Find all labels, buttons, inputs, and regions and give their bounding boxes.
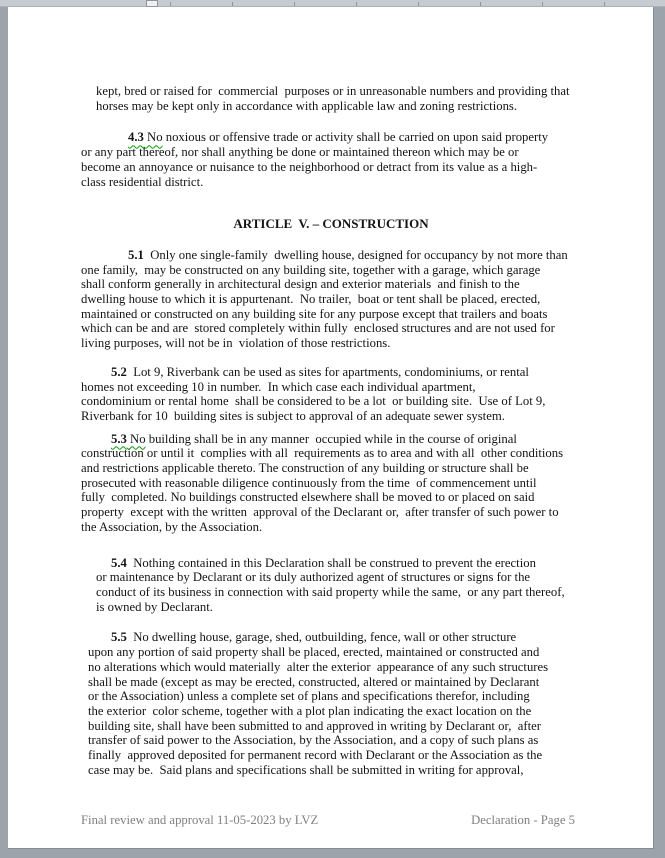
text-line: conduct of its business in connection with said property while the same, or any part thereof, <box>96 584 565 599</box>
article-heading: ARTICLE V. – CONSTRUCTION <box>233 216 429 232</box>
paragraph-5-4 <box>81 556 653 615</box>
text-line: 5.4 Nothing contained in this Declaration shall be construed to prevent the erection <box>111 555 536 570</box>
text-line: dwelling house to which it is appurtenant. No trailer, boat or tent shall be placed, erected, <box>81 292 541 307</box>
text-line: 5.3 No building shall be in any manner occupied while in the course of original <box>111 431 517 446</box>
text-line: one family, may be constructed on any building site, together with a garage, which garage <box>81 262 541 277</box>
text-line: 5.2 Lot 9, Riverbank can be used as sites for apartments, condominiums, or rental <box>111 364 529 379</box>
text-line: become an annoyance or nuisance to the neighborhood or detract from its value as a high- <box>81 159 538 174</box>
text-line: 4.3 No noxious or offensive trade or activity shall be carried on upon said property <box>128 130 549 145</box>
document-body <box>8 7 653 777</box>
text-line: 5.5 No dwelling house, garage, shed, outbuilding, fence, wall or other structure <box>111 630 517 645</box>
tab-stop-marker-icon[interactable] <box>146 0 158 7</box>
section-number: 5.4 <box>111 555 127 570</box>
document-page[interactable] <box>8 7 654 849</box>
text-line: building site, shall have been submitted to and approved in writing by Declarant or, after <box>88 718 541 733</box>
text-line: maintained or constructed on any building site for any purpose except that trailers and boats <box>81 306 548 321</box>
page-footer <box>81 813 575 828</box>
text-line: 5.1 Only one single-family dwelling house, designed for occupancy by not more than <box>128 247 568 262</box>
paragraph-continuation <box>81 84 653 113</box>
text-line: shall conform generally in architectural design and exterior materials and finish to the <box>81 277 520 292</box>
section-number: 5.2 <box>111 364 127 379</box>
footer-page-number: Declaration - Page 5 <box>471 813 575 827</box>
text-line: or maintenance by Declarant or its duly authorized agent of structures or signs for the <box>96 570 531 585</box>
text-line: and restrictions applicable thereto. The construction of any building or structure shall be <box>81 461 529 476</box>
grammar-squiggle: 5.3 No <box>111 431 146 446</box>
text-line: the exterior color scheme, together with a plot plan indicating the exact location on the <box>88 703 532 718</box>
paragraph-5-1 <box>81 248 653 351</box>
paragraph-5-2 <box>81 365 653 424</box>
grammar-squiggle: 4.3 No <box>128 130 163 145</box>
text-line: or any part thereof, nor shall anything be done or maintained thereon which may be or <box>81 145 519 160</box>
text-line: transfer of said power to the Association, by the Association, and a copy of such plans as <box>88 733 539 748</box>
horizontal-ruler[interactable] <box>0 0 665 7</box>
text-line: construction or until it complies with all requirements as to area and with all other conditions <box>81 446 564 461</box>
text-line: property except with the written approval of the Declarant or, after transfer of such power to <box>81 505 559 520</box>
section-number: 4.3 <box>128 130 144 145</box>
text-line: living purposes, will not be in violation of those restrictions. <box>81 336 391 351</box>
text-line: class residential district. <box>81 174 204 189</box>
text-line: upon any portion of said property shall be placed, erected, maintained or constructed and <box>88 645 540 660</box>
text-line: horses may be kept only in accordance with applicable law and zoning restrictions. <box>96 98 518 113</box>
text-line: shall be made (except as may be erected, constructed, altered or maintained by Declarant <box>88 674 540 689</box>
text-line: fully completed. No buildings constructed elsewhere shall be moved to or placed on said <box>81 490 535 505</box>
text-line: the Association, by the Association. <box>81 519 263 534</box>
text-line: Riverbank for 10 building sites is subject to approval of an adequate sewer system. <box>81 408 505 423</box>
text-line: finally approved deposited for permanent record with Declarant or the Association as the <box>88 748 543 763</box>
paragraph-4-3 <box>81 130 653 189</box>
section-number: 5.1 <box>128 247 144 262</box>
text-line: is owned by Declarant. <box>96 599 213 614</box>
footer-review-note: Final review and approval 11-05-2023 by LVZ <box>81 813 319 827</box>
text-line: which can be and are stored completely within fully enclosed structures and are not used for <box>81 321 555 336</box>
text-line: case may be. Said plans and specifications shall be submitted in writing for approval, <box>88 762 524 777</box>
paragraph-5-3 <box>81 432 653 535</box>
section-number: 5.5 <box>111 630 127 645</box>
paragraph-5-5 <box>81 630 653 777</box>
text-line: or the Association) unless a complete set of plans and specifications therefor, including <box>88 689 530 704</box>
text-line: prosecuted with reasonable diligence continuously from the time of commencement until <box>81 475 537 490</box>
text-line: condominium or rental home shall be considered to be a lot or building site. Use of Lot 9, <box>81 394 546 409</box>
text-line: kept, bred or raised for commercial purposes or in unreasonable numbers and providing that <box>96 84 570 98</box>
section-number: 5.3 <box>111 431 127 446</box>
text-line: no alterations which would materially alter the exterior appearance of any such structures <box>88 659 549 674</box>
text-line: homes not exceeding 10 in number. In which case each individual apartment, <box>81 379 476 394</box>
